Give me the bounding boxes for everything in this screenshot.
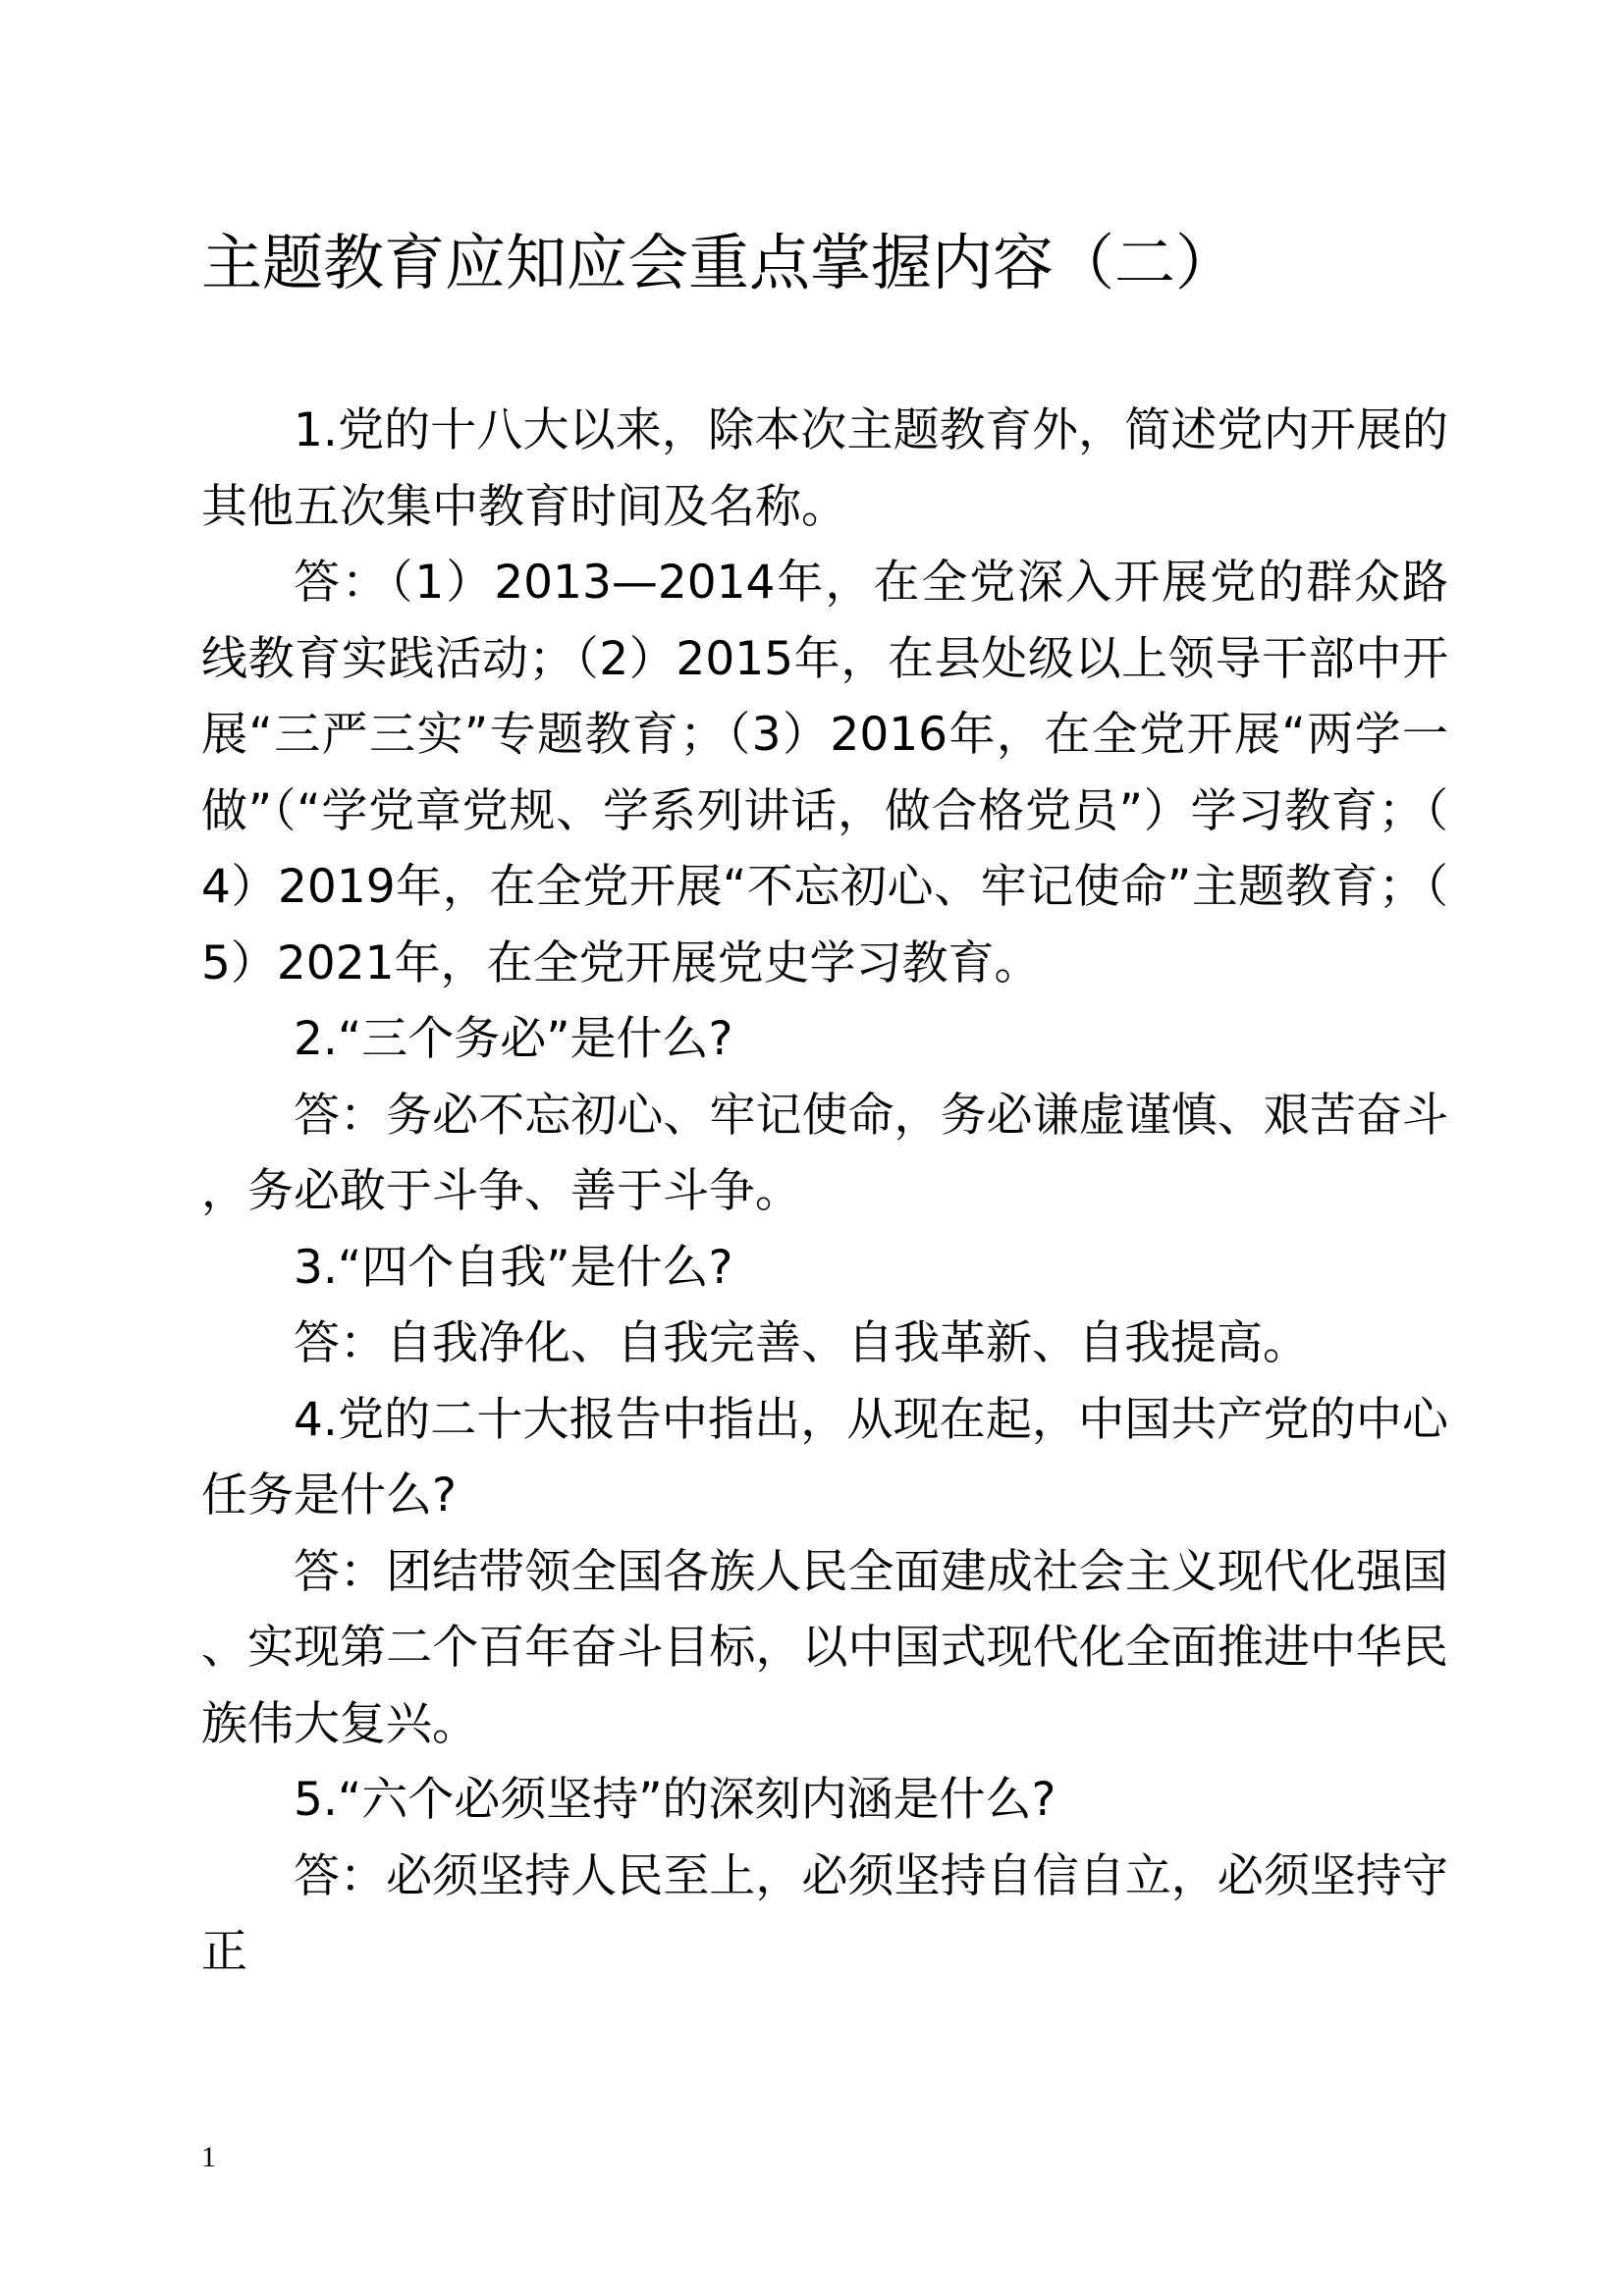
question-3: 3.“四个自我”是什么? — [294, 1240, 733, 1295]
question-1: 1.党的十八大以来，除本次主题教育外，简述党内开展的其他五次集中教育时间及名称。 — [201, 403, 1448, 534]
question-4: 4.党的二十大报告中指出，从现在起，中国共产党的中心任务是什么? — [201, 1392, 1448, 1522]
question-5: 5.“六个必须坚持”的深刻内涵是什么? — [294, 1773, 1056, 1827]
document-title: 主题教育应知应会重点掌握内容（二） — [201, 227, 1237, 298]
document-body — [201, 393, 1448, 1991]
answer-5: 答：必须坚持人民至上，必须坚持自信自立，必须坚持守正 — [201, 1848, 1448, 1979]
page-number: 1 — [201, 2141, 216, 2173]
question-2: 2.“三个务必”是什么? — [294, 1012, 733, 1066]
answer-1: 答：（1）2013—2014年，在全党深入开展党的群众路线教育实践活动；（2）2015年，在县处级以上领导干部中开展“三严三实”专题教育；（3）2016年，在全党开展“两学一做”（“学党章党规、学系列讲话，做合格党员”）学习教育；（4）2019年，在全党开展“不忘初心、牢记使命”主题教育；（5）2021年，在全党开展党史学习教育。 — [201, 556, 1448, 990]
answer-2: 答：务必不忘初心、牢记使命，务必谦虚谨慎、艰苦奋斗，务必敢于斗争、善于斗争。 — [201, 1088, 1448, 1218]
answer-4: 答：团结带领全国各族人民全面建成社会主义现代化强国、实现第二个百年奋斗目标，以中国式现代化全面推进中华民族伟大复兴。 — [201, 1544, 1448, 1751]
answer-3: 答：自我净化、自我完善、自我革新、自我提高。 — [294, 1316, 1309, 1370]
